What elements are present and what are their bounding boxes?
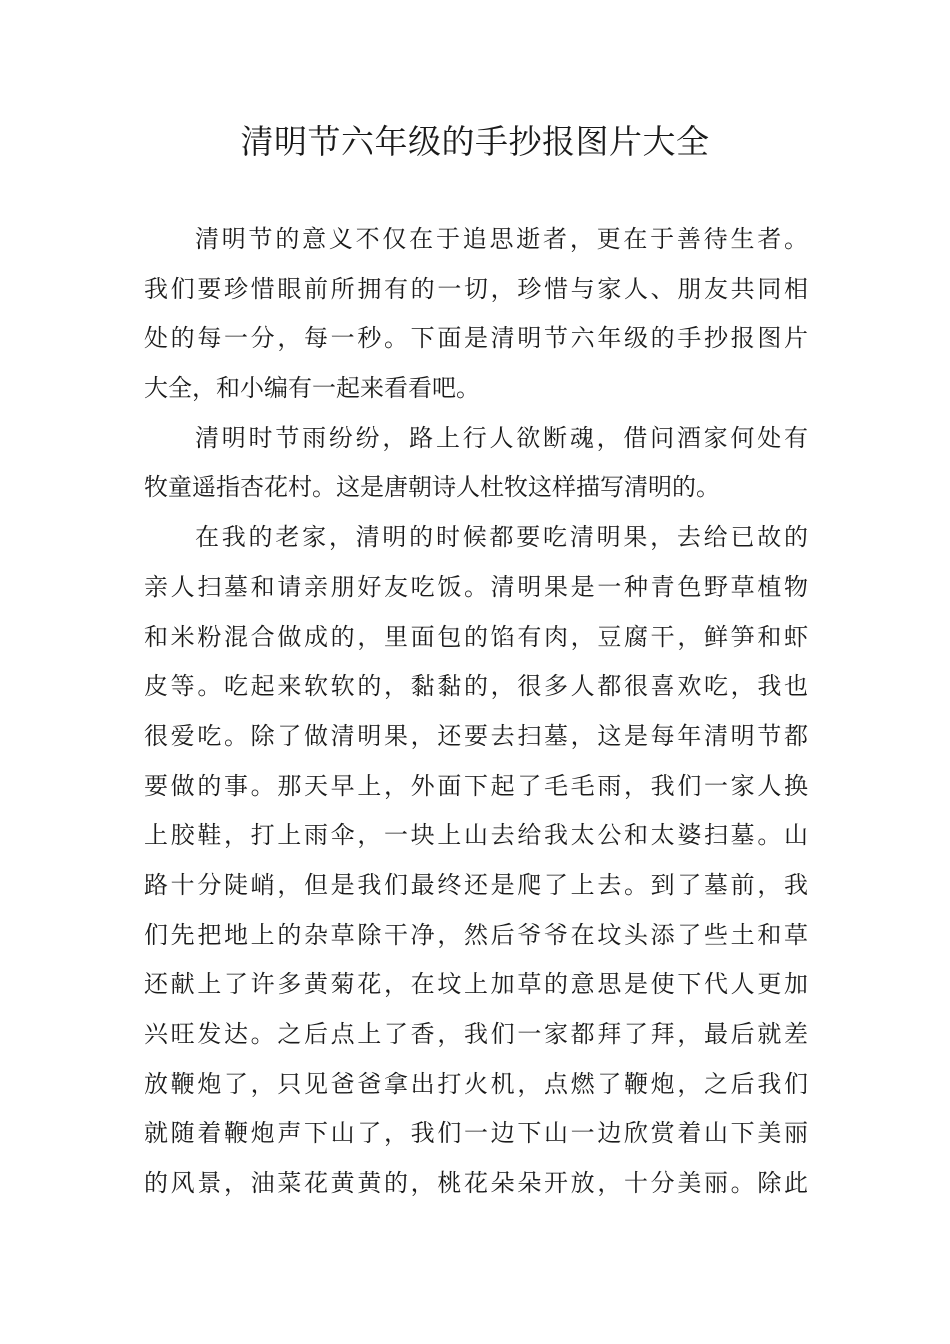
text-line: 亲人扫墓和请亲朋好友吃饭。清明果是一种青色野草植物 [144, 572, 808, 601]
text-line: 就随着鞭炮声下山了，我们一边下山一边欣赏着山下美丽 [144, 1119, 808, 1148]
text-line: 上胶鞋，打上雨伞，一块上山去给我太公和太婆扫墓。山 [144, 821, 808, 850]
text-line: 和米粉混合做成的，里面包的馅有肉，豆腐干，鲜笋和虾 [144, 622, 808, 651]
document-body [144, 215, 808, 1209]
text-line: 清明时节雨纷纷，路上行人欲断魂，借问酒家何处有 [195, 423, 808, 452]
text-line: 的风景，油菜花黄黄的，桃花朵朵开放，十分美丽。除此 [144, 1169, 808, 1198]
text-line: 在我的老家，清明的时候都要吃清明果，去给已故的 [195, 523, 808, 552]
text-line: 处的每一分，每一秒。下面是清明节六年级的手抄报图片 [144, 324, 808, 353]
text-line: 皮等。吃起来软软的，黏黏的，很多人都很喜欢吃，我也 [144, 672, 808, 701]
text-line: 我们要珍惜眼前所拥有的一切，珍惜与家人、朋友共同相 [144, 274, 808, 303]
text-line: 很爱吃。除了做清明果，还要去扫墓，这是每年清明节都 [144, 721, 808, 750]
document-title: 清明节六年级的手抄报图片大全 [240, 122, 710, 161]
text-line: 路十分陡峭，但是我们最终还是爬了上去。到了墓前，我 [144, 870, 808, 899]
text-line: 牧童遥指杏花村。这是唐朝诗人杜牧这样描写清明的。 [144, 473, 720, 502]
text-line: 兴旺发达。之后点上了香，我们一家都拜了拜，最后就差 [144, 1020, 808, 1048]
text-line: 还献上了许多黄菊花，在坟上加草的意思是使下代人更加 [144, 970, 808, 999]
text-line: 们先把地上的杂草除干净，然后爷爷在坟头添了些土和草 [144, 920, 808, 949]
text-line: 要做的事。那天早上，外面下起了毛毛雨，我们一家人换 [144, 771, 808, 800]
text-line: 大全，和小编有一起来看看吧。 [144, 374, 480, 403]
text-line: 清明节的意义不仅在于追思逝者，更在于善待生者。 [195, 225, 808, 253]
text-line: 放鞭炮了，只见爸爸拿出打火机，点燃了鞭炮，之后我们 [144, 1069, 808, 1098]
